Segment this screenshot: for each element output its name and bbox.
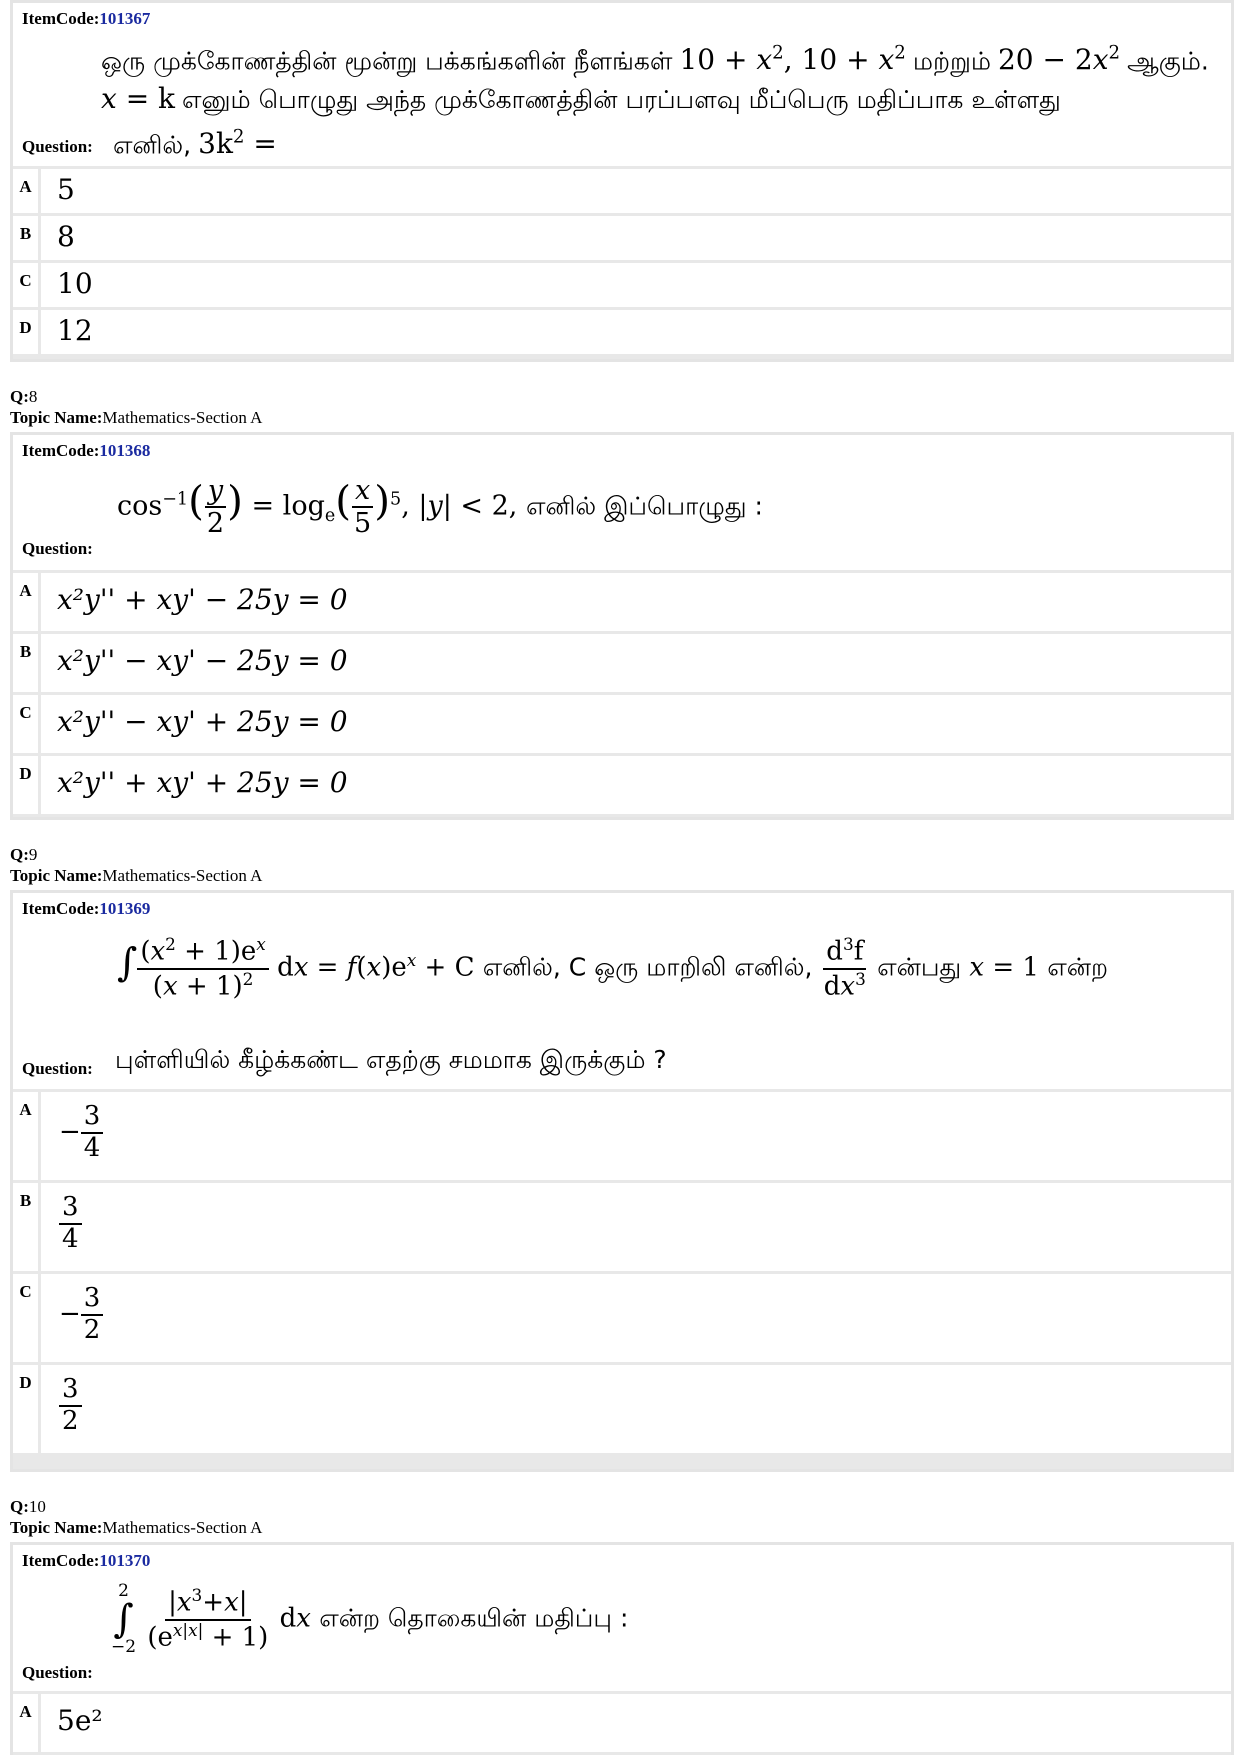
option-value: 5e² [57,1704,103,1737]
question-card-8 [10,432,1234,820]
question-text: ஒரு முக்கோணத்தின் மூன்று பக்கங்களின் நீளங்கள் $10 + x^2$, $10 + x^2$ மற்றும் $20 - 2x^2$ ஆகும். x = k எனும் பொழுது அந்த முக்கோணத்தின் பரப்பளவு மீப்பெரு மதிப்பாக உள்ளது [101,43,1209,116]
option-a[interactable] [13,169,1231,213]
option-c[interactable] [13,263,1231,307]
question-line-2 [115,1041,667,1079]
question-number-label: Q: [10,845,29,864]
question-line-3: எனில், $3k^2$ = [113,127,277,161]
question-line-1-text: ஒரு முக்கோணத்தின் மூன்று பக்கங்களின் நீளங்கள் [101,46,673,76]
topic-name: Mathematics-Section A [102,1518,263,1537]
question-stem-10 [13,1545,1231,1691]
option-letter: A [13,169,41,213]
option-c[interactable] [13,1274,1231,1362]
question-number: 10 [28,1497,46,1516]
item-code-label: ItemCode: [22,899,100,918]
option-letter: B [13,634,41,692]
question-text-2: என்பது [877,952,962,982]
question-text-3: என்ற [1047,952,1108,982]
option-denominator: 4 [83,1132,101,1163]
option-value: 8 [57,220,75,253]
option-value [59,1284,103,1346]
question-label: Question: [22,539,93,558]
option-letter: A [13,1694,41,1752]
option-letter: A [13,573,41,631]
option-sign: − [59,1116,81,1147]
item-code-value: 101367 [99,9,151,28]
item-code [22,1551,150,1571]
question-stem-7 [13,3,1231,166]
question-number-label: Q: [10,387,29,406]
question-label: Question: [22,1059,93,1078]
question-formula: ∫ $\frac{(x^2 + 1)e^x}{(x + 1)^2}$ dx = $f(x)e^x + C$ எனில், C ஒரு மாறிலி எனில், $\frac{d^3f}{dx^3}$ என்பது x = 1 என்ற [117,934,1108,1002]
option-letter: A [13,1092,41,1180]
question-card-9 [10,890,1234,1472]
option-b[interactable] [13,216,1231,260]
option-value: x²y'' − xy' − 25y = 0 [57,644,348,677]
question-formula: 2 ∫ −2 $\frac{|x^3+x|}{(e^{x|x|} + 1)}$ dx என்ற தொகையின் மதிப்பு : [111,1581,629,1657]
topic-label: Topic Name: [10,866,103,885]
option-denominator: 2 [62,1405,79,1436]
option-value: x²y'' + xy' − 25y = 0 [57,583,348,616]
question-text: எனில் இப்பொழுது : [525,491,763,521]
topic-name: Mathematics-Section A [102,866,263,885]
question-label: Question: [22,137,93,156]
item-code-value: 101370 [99,1551,151,1570]
option-c[interactable] [13,695,1231,753]
question-header-10 [10,1496,262,1538]
option-letter: C [13,263,41,307]
option-value: x²y'' + xy' + 25y = 0 [57,766,348,799]
option-d[interactable] [13,310,1231,354]
option-value: 12 [57,314,93,347]
item-code [22,441,150,461]
option-a[interactable] [13,1092,1231,1180]
question-line-1-mid: மற்றும் [912,46,991,76]
option-letter: B [13,1183,41,1271]
option-a[interactable] [13,1694,1231,1752]
option-letter: C [13,1274,41,1362]
question-line-2-text: எனும் பொழுது அந்த முக்கோணத்தின் பரப்பளவு மீப்பெரு மதிப்பாக உள்ளது [182,85,1061,115]
option-letter: D [13,310,41,354]
item-code-value: 101369 [99,899,151,918]
option-numerator: 3 [59,1193,82,1225]
option-value: x²y'' − xy' + 25y = 0 [57,705,348,738]
question-number-label: Q: [10,1497,29,1516]
question-stem-9 [13,893,1231,1089]
question-number: 9 [28,845,38,864]
question-line-1-end: ஆகும். [1127,46,1209,76]
item-code-label: ItemCode: [22,9,100,28]
topic-label: Topic Name: [10,408,103,427]
option-letter: B [13,216,41,260]
option-letter: C [13,695,41,753]
option-value: 10 [57,267,93,300]
option-numerator: 3 [81,1284,104,1316]
option-sign: − [59,1298,81,1329]
topic-name: Mathematics-Section A [102,408,263,427]
option-d[interactable] [13,756,1231,814]
option-value [59,1375,82,1437]
question-line-2-text: புள்ளியில் கீழ்க்கண்ட எதற்கு சமமாக இருக்கும் ? [115,1045,667,1074]
option-letter: D [13,1365,41,1453]
question-stem-8 [13,435,1231,570]
question-formula: $\cos^{-1}$( $\frac{y}{2}$ ) = $\log_e$( $\frac{x}{5}$ )$^5$, |y| < 2, எனில் இப்பொழுது : [117,475,763,540]
option-b[interactable] [13,634,1231,692]
question-text: என்ற தொகையின் மதிப்பு : [319,1603,629,1633]
option-d[interactable] [13,1365,1231,1453]
option-letter: D [13,756,41,814]
option-value [59,1102,103,1164]
option-denominator: 4 [62,1223,79,1254]
question-line-3-text: எனில், [113,130,192,160]
question-text-1: எனில், C ஒரு மாறிலி எனில், [482,952,813,982]
question-number: 8 [28,387,38,406]
question-card-7 [10,0,1234,362]
item-code-value: 101368 [99,441,151,460]
option-a[interactable] [13,573,1231,631]
item-code [22,9,150,29]
item-code-label: ItemCode: [22,441,100,460]
option-value: 5 [57,173,75,206]
option-value [59,1193,82,1255]
option-b[interactable] [13,1183,1231,1271]
item-code [22,899,150,919]
question-card-10 [10,1542,1234,1755]
option-denominator: 2 [83,1314,101,1345]
item-code-label: ItemCode: [22,1551,100,1570]
question-header-8 [10,386,262,428]
option-numerator: 3 [81,1102,104,1134]
topic-label: Topic Name: [10,1518,103,1537]
option-numerator: 3 [59,1375,82,1407]
question-label: Question: [22,1663,93,1682]
question-header-9 [10,844,262,886]
